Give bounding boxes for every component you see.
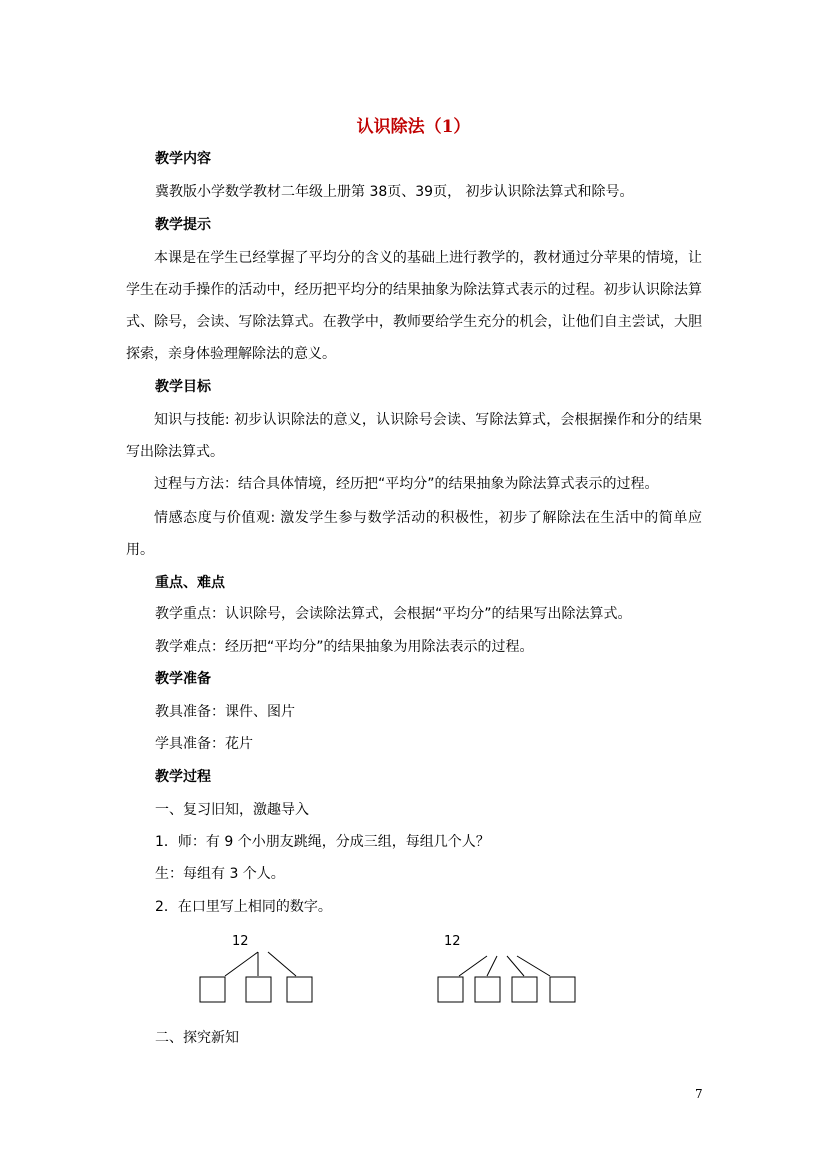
goal-emotion-text: 情感态度与价值观: 激发学生参与数学活动的积极性，初步了解除法在生活中的简单应用。 — [126, 510, 702, 558]
right-number: 12 — [444, 934, 461, 949]
answer-box[interactable] — [200, 977, 225, 1002]
right-branch-line — [507, 956, 524, 976]
answer-box[interactable] — [246, 977, 271, 1002]
answer-box[interactable] — [287, 977, 312, 1002]
right-branch-line — [517, 956, 550, 976]
right-branch-line — [459, 956, 487, 976]
left-branch-line — [225, 952, 258, 976]
student-prep-text: 学具准备：花片 — [155, 736, 253, 752]
teaching-hint-text: 本课是在学生已经掌握了平均分的含义的基础上进行教学的，教材通过分苹果的情境，让学生在动手操作的活动中，经历把平均分的结果抽象为除法算式表示的过程。初步认识除法算式、除号，会读、写除法算式。在教学中，教师要给学生充分的机会，让他们自主尝试，大胆探索，亲身体验理解除法的意义。 — [126, 250, 702, 362]
answer-box[interactable] — [475, 977, 500, 1002]
question-one-text: 1．师：有 9 个小朋友跳绳，分成三组，每组几个人？ — [155, 834, 490, 850]
process-step-two: 二、探究新知 — [155, 1030, 239, 1046]
teaching-content-text: 冀教版小学数学教材二年级上册第 38页、39页， 初步认识除法算式和除号。 — [155, 184, 634, 200]
right-branch-line — [487, 956, 497, 976]
answer-box[interactable] — [512, 977, 537, 1002]
heading-teaching-goal: 教学目标 — [155, 379, 211, 395]
page-number: 7 — [695, 1087, 703, 1101]
left-number: 12 — [232, 934, 249, 949]
answer-box[interactable] — [438, 977, 463, 1002]
document-title: 认识除法（1） — [356, 117, 471, 137]
answer-one-text: 生：每组有 3 个人。 — [155, 866, 285, 882]
heading-teaching-prep: 教学准备 — [155, 671, 211, 687]
heading-teaching-hint: 教学提示 — [155, 217, 211, 233]
teacher-prep-text: 教具准备：课件、图片 — [155, 704, 295, 720]
process-step-one: 一、复习旧知，激趣导入 — [155, 802, 309, 818]
heading-teaching-content: 教学内容 — [155, 151, 211, 167]
right-split-diagram — [438, 934, 575, 1002]
heading-teaching-process: 教学过程 — [155, 769, 211, 785]
difficult-point-text: 教学难点：经历把“平均分”的结果抽象为用除法表示的过程。 — [155, 639, 534, 655]
question-two-text: 2．在口里写上相同的数字。 — [155, 899, 332, 915]
left-split-diagram — [200, 934, 312, 1002]
heading-key-points: 重点、难点 — [155, 575, 225, 591]
goal-knowledge-text: 知识与技能: 初步认识除法的意义，认识除号会读、写除法算式，会根据操作和分的结果写出除法算式。 — [126, 412, 702, 460]
left-branch-line — [268, 952, 296, 976]
key-point-text: 教学重点：认识除号，会读除法算式，会根据“平均分”的结果写出除法算式。 — [155, 606, 632, 622]
goal-process-text: 过程与方法：结合具体情境，经历把“平均分”的结果抽象为除法算式表示的过程。 — [154, 476, 659, 492]
answer-box[interactable] — [550, 977, 575, 1002]
